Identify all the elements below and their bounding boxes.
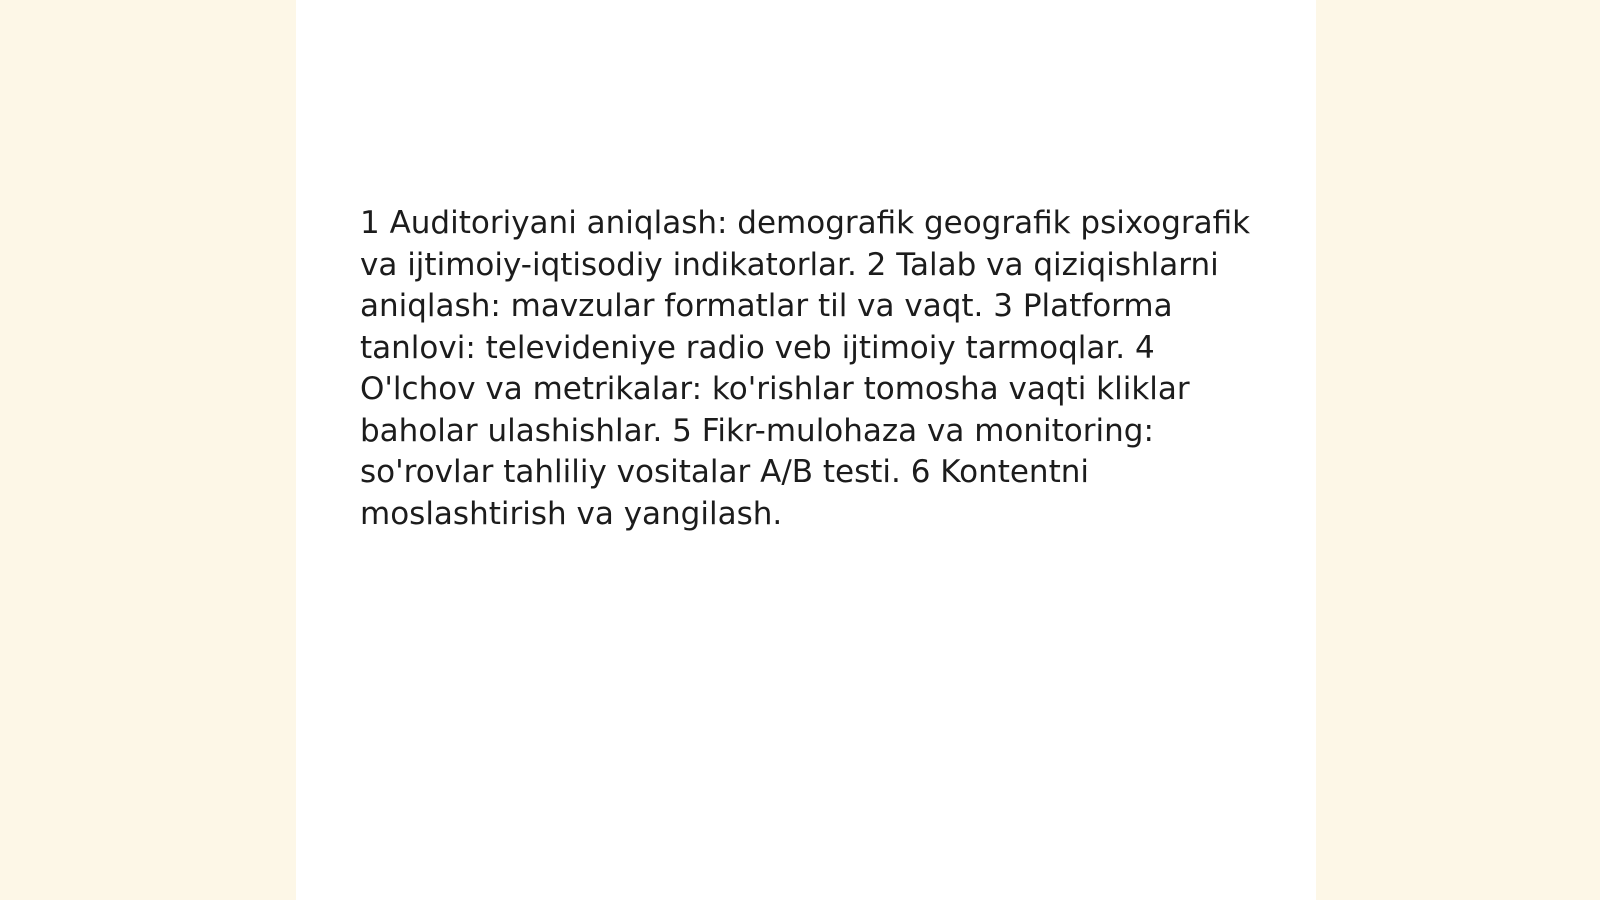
slide-body-text: 1 Auditoriyani aniqlash: demografik geografik psixografik va ijtimoiy-iqtisodiy indikatorlar. 2 Talab va qiziqishlarni aniqlash: mavzular formatlar til va vaqt. 3 Platforma tanlovi: televideniye radio veb ijtimoiy tarmoqlar. 4 O'lchov va metrikalar: ko'rishlar tomosha vaqti kliklar baholar ulashishlar. 5 Fikr-mulohaza va monitoring: so'rovlar tahliliy vositalar A/B testi. 6 Kontentni moslashtirish va yangilash.	[360, 205, 1251, 532]
slide-canvas	[296, 0, 1316, 900]
